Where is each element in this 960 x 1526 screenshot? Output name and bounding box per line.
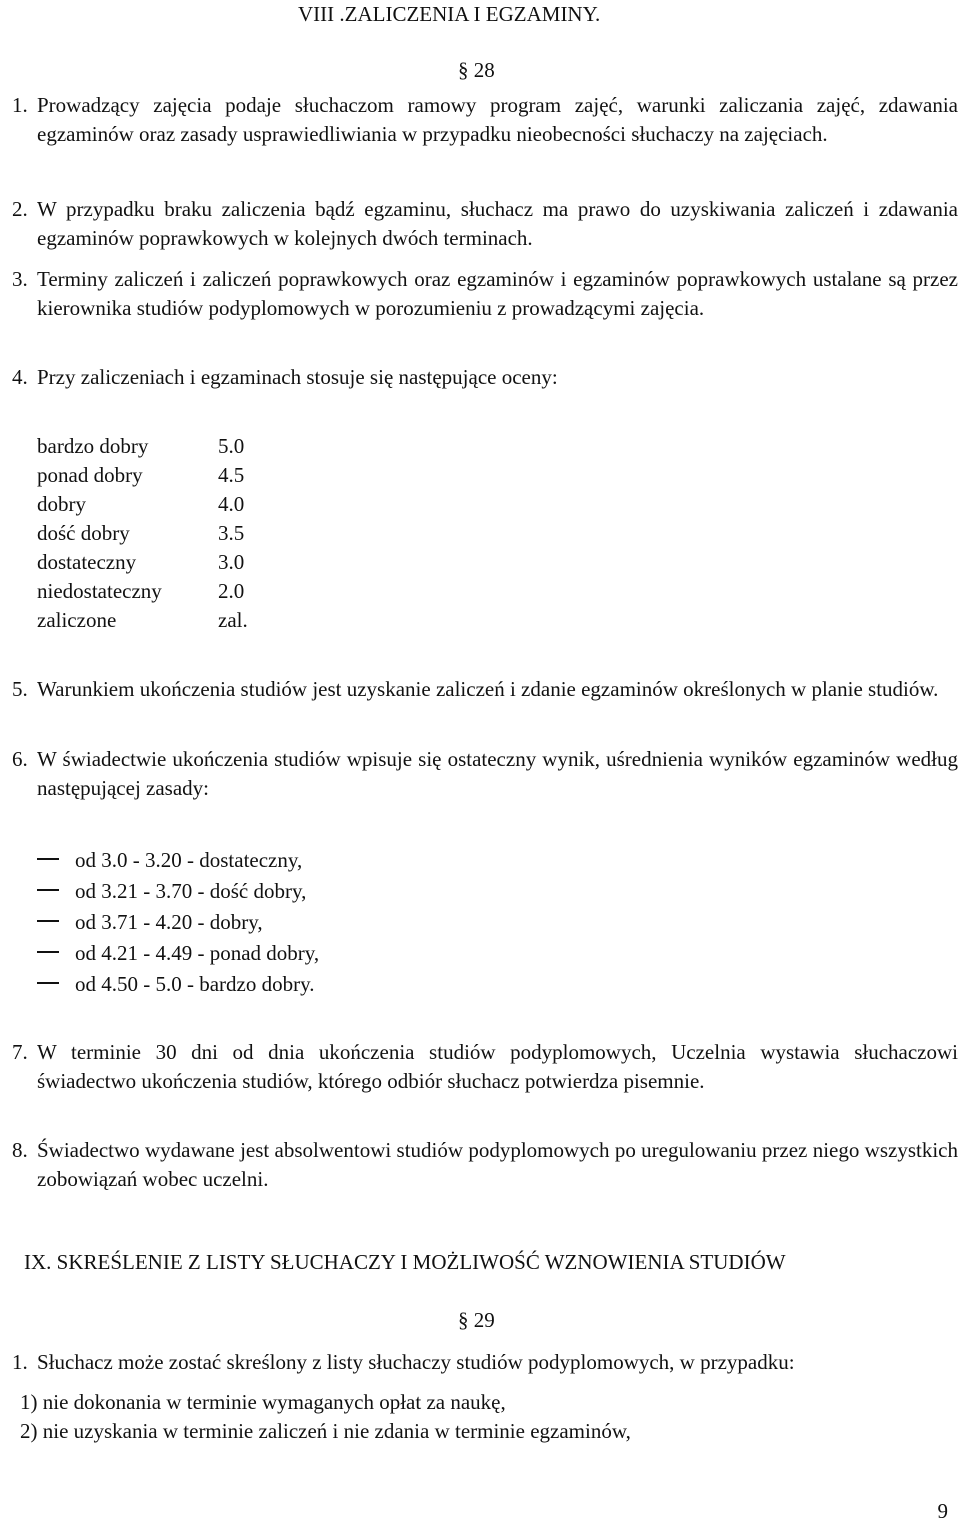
item-text: Prowadzący zajęcia podaje słuchaczom ramowy program zajęć, warunki zaliczania zajęć, zdawania egzaminów oraz zasady usprawiedliwiania w przypadku nieobecności słuchaczy na zajęciach. <box>37 93 958 146</box>
list-item <box>12 1038 958 1096</box>
grade-row <box>37 606 248 635</box>
page-number: 9 <box>937 1499 948 1523</box>
grade-row <box>37 461 248 490</box>
grade-row <box>37 519 248 548</box>
dash-bullet-icon <box>37 982 59 984</box>
item-number: 8. <box>12 1138 28 1162</box>
list-item <box>12 1136 958 1194</box>
chapter-title: VIII .ZALICZENIA I EGZAMINY. <box>298 2 601 26</box>
dash-bullet-icon <box>37 889 59 891</box>
item-number: 3. <box>12 267 28 291</box>
dash-bullet-icon <box>37 951 59 953</box>
range-text: od 4.21 - 4.49 - ponad dobry, <box>75 941 320 965</box>
grade-row <box>37 490 248 519</box>
item-text: Warunkiem ukończenia studiów jest uzyskanie zaliczeń i zdanie egzaminów określonych w planie studiów. <box>37 677 939 701</box>
item-number: 2. <box>12 197 28 221</box>
item-number: 7. <box>12 1040 28 1064</box>
grade-value: 3.0 <box>218 550 245 574</box>
range-text: od 3.0 - 3.20 - dostateczny, <box>75 848 303 872</box>
grade-row <box>37 432 248 461</box>
range-text: od 3.21 - 3.70 - dość dobry, <box>75 879 307 903</box>
list-item <box>12 363 958 392</box>
item-text: Przy zaliczeniach i egzaminach stosuje się następujące oceny: <box>37 365 558 389</box>
item-number: 4. <box>12 365 28 389</box>
item-text: W terminie 30 dni od dnia ukończenia studiów podyplomowych, Uczelnia wystawia słuchaczowi świadectwo ukończenia studiów, którego odbiór słuchacz potwierdza pisemnie. <box>37 1040 958 1093</box>
item-text: Świadectwo wydawane jest absolwentowi studiów podyplomowych po uregulowaniu przez niego wszystkich zobowiązań wobec uczelni. <box>37 1138 958 1191</box>
list-item <box>12 1348 958 1377</box>
grade-name: niedostateczny <box>37 579 162 603</box>
item-text: W przypadku braku zaliczenia bądź egzaminu, słuchacz ma prawo do uzyskiwania zaliczeń i zdawania egzaminów poprawkowych w kolejnych dwóch terminach. <box>37 197 958 250</box>
paragraph-number: § 29 <box>458 1308 495 1332</box>
item-text: W świadectwie ukończenia studiów wpisuje się ostateczny wynik, uśrednienia wyników egzaminów według następującej zasady: <box>37 747 958 800</box>
paragraph-number: § 28 <box>458 58 495 82</box>
dash-bullet-icon <box>37 858 59 860</box>
item-text: Słuchacz może zostać skreślony z listy słuchaczy studiów podyplomowych, w przypadku: <box>37 1350 795 1374</box>
list-item <box>12 745 958 803</box>
chapter-title: IX. SKREŚLENIE Z LISTY SŁUCHACZY I MOŻLIWOŚĆ WZNOWIENIA STUDIÓW <box>24 1250 786 1274</box>
grade-value: 5.0 <box>218 434 245 458</box>
range-text: od 3.71 - 4.20 - dobry, <box>75 910 263 934</box>
grade-row <box>37 548 248 577</box>
list-item <box>12 195 958 253</box>
list-item <box>12 91 958 149</box>
grade-name: bardzo dobry <box>37 434 149 458</box>
grade-name: dobry <box>37 492 86 516</box>
item-number: 1. <box>12 1350 28 1374</box>
grade-name: ponad dobry <box>37 463 143 487</box>
grade-row <box>37 577 248 606</box>
sub-list-item: 2) nie uzyskania w terminie zaliczeń i nie zdania w terminie egzaminów, <box>20 1419 631 1443</box>
grade-value: 3.5 <box>218 521 245 545</box>
item-text: Terminy zaliczeń i zaliczeń poprawkowych oraz egzaminów i egzaminów poprawkowych ustalane są przez kierownika studiów podyplomowych w porozumieniu z prowadzącymi zajęcia. <box>37 267 958 320</box>
item-number: 5. <box>12 677 28 701</box>
grade-name: zaliczone <box>37 608 117 632</box>
list-item <box>12 265 958 323</box>
range-text: od 4.50 - 5.0 - bardzo dobry. <box>75 972 315 996</box>
grade-value: 2.0 <box>218 579 245 603</box>
list-item <box>12 675 958 704</box>
grades-table <box>37 432 248 635</box>
grade-value: 4.5 <box>218 463 245 487</box>
grade-value: zal. <box>218 608 248 632</box>
grade-name: dostateczny <box>37 550 137 574</box>
item-number: 6. <box>12 747 28 771</box>
grade-name: dość dobry <box>37 521 130 545</box>
sub-list-item: 1) nie dokonania w terminie wymaganych opłat za naukę, <box>20 1390 506 1414</box>
dash-bullet-icon <box>37 920 59 922</box>
grade-value: 4.0 <box>218 492 245 516</box>
item-number: 1. <box>12 93 28 117</box>
